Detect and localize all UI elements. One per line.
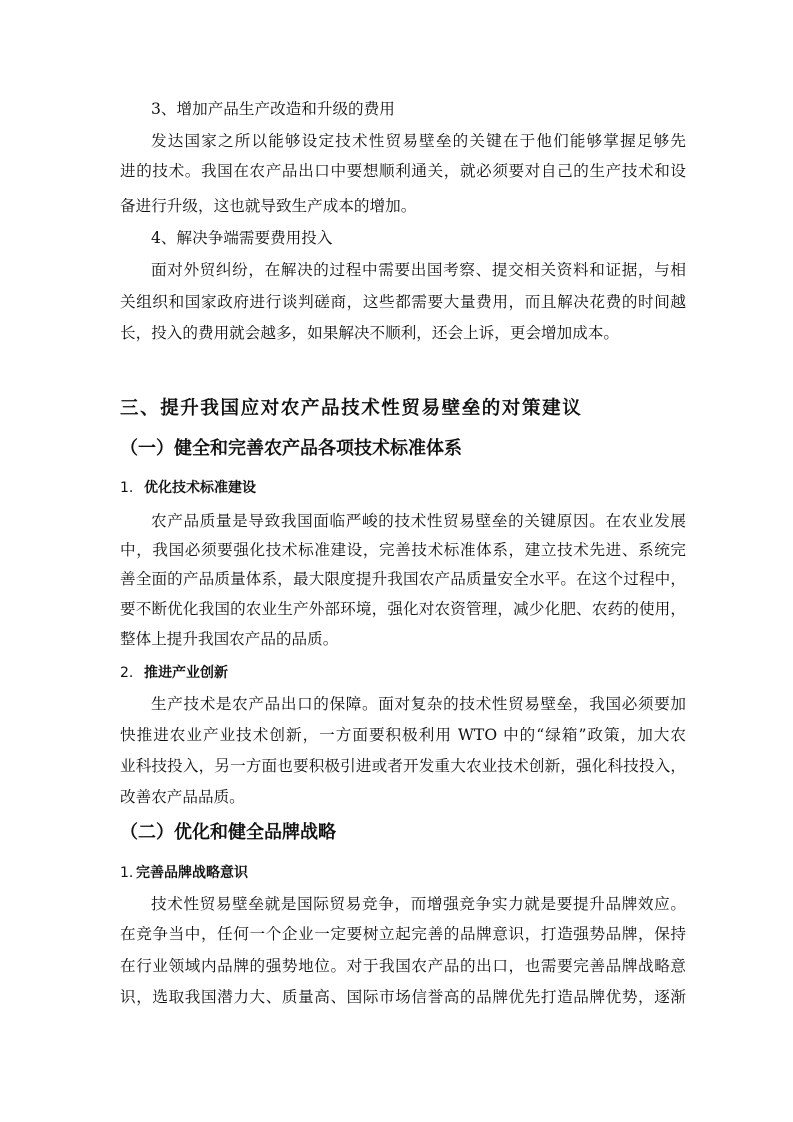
point-number: 1. <box>120 865 134 881</box>
paragraph-line: 关组织和国家政府进行谈判磋商，这些都需要大量费用，而且解决花费的时间越 <box>120 293 686 311</box>
paragraph-line: 农产品质量是导致我国面临严峻的技术性贸易壁垒的关键原因。在农业发展 <box>151 512 686 530</box>
paragraph-line: 面对外贸纠纷，在解决的过程中需要出国考察、提交相关资料和证据，与相 <box>151 261 686 279</box>
paragraph-line: 中，我国必须要强化技术标准建设，完善技术标准体系，建立技术先进、系统完 <box>120 541 686 559</box>
section-heading: 三、提升我国应对农产品技术性贸易壁垒的对策建议 <box>120 398 583 419</box>
point-label: 完善品牌战略意识 <box>136 865 248 881</box>
paragraph-line: 进的技术。我国在农产品出口中要想顺利通关，就必须要对自己的生产技术和设 <box>120 162 686 180</box>
paragraph-line: 识，选取我国潜力大、质量高、国际市场信誉高的品牌优先打造品牌优势，逐渐 <box>120 988 686 1006</box>
paragraph-line: 生产技术是农产品出口的保障。面对复杂的技术性贸易壁垒，我国必须要加 <box>151 695 686 713</box>
paragraph-line: 整体上提升我国农产品的品质。 <box>120 630 339 648</box>
paragraph-line: 善全面的产品质量体系，最大限度提升我国农产品质量安全水平。在这个过程中， <box>120 570 686 588</box>
point-label: 推进产业创新 <box>144 665 228 681</box>
paragraph-line: 在竞争当中，任何一个企业一定要树立起完善的品牌意识，打造强势品牌，保持 <box>120 925 686 943</box>
paragraph-line: 快推进农业产业技术创新，一方面要积极利用 WTO 中的“绿箱”政策，加大农 <box>120 726 686 744</box>
point-number: 1. <box>120 480 134 496</box>
paragraph-line: 技术性贸易壁垒就是国际贸易竞争，而增强竞争实力就是要提升品牌效应。 <box>151 895 686 913</box>
point-heading <box>120 861 686 885</box>
paragraph-line: 发达国家之所以能够设定技术性贸易壁垒的关键在于他们能够掌握足够先 <box>151 132 686 150</box>
paragraph-line: 要不断优化我国的农业生产外部环境，强化对农资管理，减少化肥、农药的使用， <box>120 600 686 618</box>
point-heading <box>120 661 686 685</box>
point-heading <box>120 476 686 500</box>
paragraph-line: 业科技投入，另一方面也要积极引进或者开发重大农业技术创新，强化科技投入， <box>120 757 686 775</box>
paragraph-line: 在行业领域内品牌的强势地位。对于我国农产品的出口，也需要完善品牌战略意 <box>120 957 686 975</box>
paragraph-line: 长，投入的费用就会越多，如果解决不顺利，还会上诉，更会增加成本。 <box>120 324 620 342</box>
point-label: 优化技术标准建设 <box>144 480 256 496</box>
item-4-title: 4、解决争端需要费用投入 <box>151 229 333 247</box>
paragraph-line: 备进行升级，这也就导致生产成本的增加。 <box>120 197 417 215</box>
item-3-title: 3、增加产品生产改造和升级的费用 <box>151 100 395 118</box>
subsection-heading: （二）优化和健全品牌战略 <box>120 822 336 843</box>
subsection-heading: （一）健全和完善农产品各项技术标准体系 <box>120 438 462 459</box>
paragraph-line: 改善农产品品质。 <box>120 788 245 806</box>
point-number: 2. <box>120 665 134 681</box>
